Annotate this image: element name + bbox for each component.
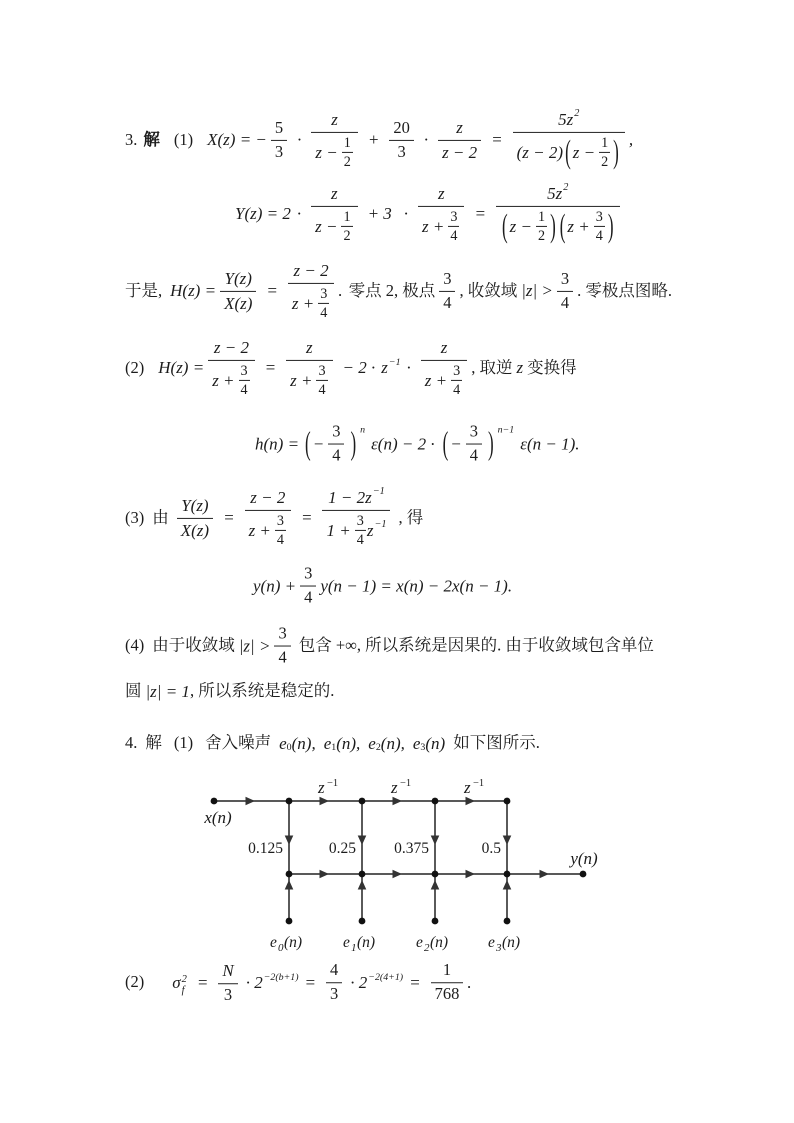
numerator: 1 <box>342 134 353 152</box>
dot-2: · 2 <box>245 973 263 993</box>
signal-flow-graph <box>150 775 630 960</box>
hz-lhs: H(z) = <box>170 281 217 301</box>
superscript: −1 <box>374 518 387 530</box>
superscript: −1 <box>388 356 401 368</box>
fraction <box>438 117 481 163</box>
abs-z-eq-1: |z| = 1 <box>145 682 190 702</box>
diffeq-lhs: y(n) + <box>253 576 297 596</box>
fraction <box>599 134 610 170</box>
fraction <box>208 337 254 399</box>
e-paren-n: (n) <box>284 934 303 951</box>
denominator: 2 <box>537 227 546 244</box>
dot-operator: · <box>423 130 429 150</box>
denominator <box>245 510 291 549</box>
gain-label-0: 0.125 <box>248 840 283 857</box>
denominator <box>311 132 357 171</box>
denominator: 4 <box>304 587 313 607</box>
item-2-label: (2) <box>125 357 145 377</box>
denominator <box>322 510 390 549</box>
numerator: 3 <box>316 362 327 380</box>
minus-sign: − <box>312 434 325 454</box>
hn-lhs: h(n) = <box>255 434 300 454</box>
subscript-1: 1 <box>331 741 337 753</box>
inverse-text-a: , 取逆 <box>471 357 513 377</box>
subscript-2: 2 <box>375 741 381 753</box>
numerator: z − 2 <box>245 487 291 511</box>
fraction <box>288 260 334 322</box>
denominator <box>311 206 357 245</box>
denominator: 768 <box>434 984 460 1004</box>
denominator <box>513 132 625 171</box>
hz-lhs: H(z) = <box>158 358 205 378</box>
denominator: 3 <box>397 141 406 161</box>
numerator: z <box>421 337 467 361</box>
denominator: 4 <box>240 381 248 398</box>
equals-sign: = <box>304 973 317 993</box>
den-text: z + <box>212 370 235 390</box>
problem3-yz-line <box>235 183 624 245</box>
numerator: z − 2 <box>288 260 334 284</box>
den-text: z + <box>291 293 315 313</box>
subscript-0: 0 <box>286 741 292 753</box>
numerator: z <box>311 183 357 207</box>
close-paren: ) <box>550 207 556 244</box>
fraction <box>177 495 213 541</box>
dot-operator: · <box>403 204 409 224</box>
denominator: 2 <box>601 153 609 170</box>
numerator: 3 <box>439 269 455 292</box>
superscript: −1 <box>372 486 385 498</box>
equals-sign: = <box>474 204 486 224</box>
fraction <box>341 208 352 244</box>
solve-label: 解 <box>145 733 162 753</box>
problem3-part3-line <box>125 487 423 549</box>
delay-label: z <box>391 778 398 797</box>
denominator: 2 <box>343 227 351 244</box>
denominator: 4 <box>595 227 603 244</box>
period: . <box>338 281 343 301</box>
fraction <box>557 269 573 314</box>
numerator: 5 <box>271 118 287 141</box>
denominator <box>496 206 620 245</box>
fraction <box>311 109 357 171</box>
input-label: x(n) <box>204 808 232 827</box>
denominator: 4 <box>278 647 287 667</box>
e-sub: 2 <box>424 942 430 954</box>
numerator: Y(z) <box>220 268 256 292</box>
fraction <box>322 487 390 549</box>
fraction <box>311 183 357 245</box>
e-sub: 1 <box>351 942 357 954</box>
denominator: 3 <box>274 141 284 161</box>
you-text: 由 <box>152 507 169 527</box>
den-text: z − <box>315 142 338 162</box>
close-paren: ) <box>487 425 494 462</box>
denominator: X(z) <box>224 293 253 313</box>
fraction <box>418 183 464 245</box>
fraction <box>513 109 625 171</box>
numerator: N <box>218 960 237 984</box>
fraction <box>536 208 547 244</box>
plus-3: + 3 <box>367 204 392 224</box>
fraction <box>326 961 342 1006</box>
delay-exponent: −1 <box>400 778 412 789</box>
numerator: 3 <box>451 362 462 380</box>
den-text: z + <box>567 216 590 236</box>
numerator: z <box>311 109 357 133</box>
problem3-part4-line <box>125 624 654 669</box>
numerator: 1 <box>599 134 610 152</box>
output-label: y(n) <box>570 849 598 868</box>
problem3-diffeq-line <box>253 564 512 609</box>
denominator: 4 <box>443 292 452 312</box>
numerator: 3 <box>318 285 329 303</box>
xz-lhs: X(z) = − <box>207 130 267 150</box>
noise-label-3 <box>488 934 520 954</box>
fraction <box>220 268 256 314</box>
zero-pole-text-c: . 零极点图略. <box>577 280 672 300</box>
den-text: z + <box>290 370 313 390</box>
numerator: z − 2 <box>208 337 254 361</box>
denominator <box>208 360 254 399</box>
e-var: e <box>343 934 350 951</box>
numerator: 20 <box>389 118 414 141</box>
numerator: 1 <box>341 208 352 226</box>
sigma-sup: 2 <box>181 973 187 985</box>
factor-1: (z − 2) <box>516 142 564 162</box>
paren-n: (n), <box>291 734 316 754</box>
denominator: 4 <box>332 445 341 465</box>
power-4: −2(4+1) <box>368 971 404 983</box>
gain-label-1: 0.25 <box>328 840 356 857</box>
e-paren-n: (n) <box>502 934 521 951</box>
sigma-sub: f <box>181 984 185 996</box>
den-text: z + <box>248 520 271 540</box>
delay-exponent: −1 <box>473 778 485 789</box>
graph-edges <box>214 801 583 921</box>
paren-n: (n) <box>425 734 446 754</box>
den-text: z − <box>572 142 596 162</box>
roc-text-a: 由于收敛域 <box>152 635 235 655</box>
denominator <box>288 283 334 322</box>
minus-sign: − <box>450 434 462 454</box>
fraction <box>496 183 620 245</box>
e-paren-n: (n) <box>430 934 449 951</box>
sigma-supsub <box>182 974 187 996</box>
zero-pole-text-b: , 收敛域 <box>459 280 518 300</box>
fraction <box>300 564 316 609</box>
numerator: 3 <box>274 624 290 647</box>
close-paren: ) <box>613 133 619 170</box>
e-var: e <box>412 734 421 754</box>
abs-z-gt: |z| > <box>238 636 271 656</box>
sigma-var: σ <box>172 973 181 993</box>
fraction <box>451 362 462 398</box>
problem3-stable-line <box>125 682 334 702</box>
equals-sign: = <box>301 508 313 528</box>
numerator <box>322 487 390 511</box>
fraction <box>239 362 250 398</box>
problem4-part1-line <box>125 734 540 754</box>
problem3-hn-line <box>255 422 580 467</box>
superscript-n-1: n−1 <box>497 424 515 436</box>
denominator: 4 <box>318 381 326 398</box>
fraction <box>389 118 414 163</box>
stable-text: , 所以系统是稳定的. <box>189 681 335 701</box>
e-paren-n: (n) <box>357 934 376 951</box>
numerator: 1 <box>536 208 547 226</box>
fraction <box>274 624 290 669</box>
denominator: 4 <box>469 445 478 465</box>
problem4-number: 4. <box>125 733 138 753</box>
denominator: 4 <box>356 531 364 548</box>
denominator: 3 <box>330 984 339 1004</box>
problem4-part2-line <box>125 960 472 1006</box>
equals-sign: = <box>196 973 209 993</box>
denominator: X(z) <box>180 520 210 540</box>
fraction <box>421 337 467 399</box>
fraction <box>328 422 344 467</box>
den-text: z + <box>422 216 445 236</box>
denominator <box>418 206 464 245</box>
denominator: 3 <box>223 984 233 1004</box>
numerator: 3 <box>448 208 459 226</box>
yz-lhs: Y(z) = 2 <box>235 204 291 224</box>
numerator: 3 <box>275 512 286 530</box>
solve-label: 解 <box>143 129 160 149</box>
den-text: z − <box>315 216 338 236</box>
equals-sign: = <box>491 130 503 150</box>
numerator: 3 <box>594 208 605 226</box>
superscript: 2 <box>563 182 569 194</box>
numerator: z <box>438 117 481 141</box>
de-text: , 得 <box>398 507 424 527</box>
problem3-part1-line <box>125 109 633 171</box>
den-text: z + <box>424 370 448 390</box>
item-1-label: (1) <box>173 129 194 149</box>
e-var: e <box>488 934 495 951</box>
gain-label-3: 0.5 <box>481 840 501 857</box>
delay-label: z <box>318 778 325 797</box>
denominator: 4 <box>320 304 328 321</box>
numerator: Y(z) <box>177 495 213 519</box>
fraction <box>448 208 459 244</box>
fraction <box>286 337 332 399</box>
noise-label-0 <box>270 934 302 954</box>
noise-outro-text: 如下图所示. <box>453 733 540 753</box>
delay-exponent: −1 <box>327 778 339 789</box>
circle-text: 圆 <box>125 681 142 701</box>
fraction <box>271 118 287 163</box>
z-var: z <box>366 520 374 540</box>
open-paren: ( <box>565 133 571 170</box>
close-paren: ) <box>607 207 614 244</box>
diffeq-rhs: y(n − 1) = x(n) − 2x(n − 1). <box>320 576 513 596</box>
numerator: 3 <box>239 362 250 380</box>
problem3-hz-line <box>125 260 672 322</box>
denominator: 2 <box>343 153 351 170</box>
comma: , <box>628 130 634 150</box>
dot-operator: · <box>297 130 302 150</box>
num-text: 5z <box>558 109 574 129</box>
subscript-3: 3 <box>420 741 426 753</box>
num-text: 1 − 2z <box>328 487 372 507</box>
epsilon-mid: ε(n) − 2 · <box>371 434 435 454</box>
numerator <box>513 109 625 133</box>
dot-2: · 2 <box>350 973 368 993</box>
item-1-label: (1) <box>173 733 194 753</box>
denominator <box>286 360 332 399</box>
open-paren: ( <box>559 207 566 244</box>
denominator: 4 <box>450 227 458 244</box>
z-var: z <box>516 358 524 378</box>
zero-pole-text-a: 零点 2, 极点 <box>348 280 436 300</box>
equals-sign: = <box>264 358 277 378</box>
numerator <box>496 183 620 207</box>
fraction <box>218 960 237 1006</box>
numerator: 1 <box>431 961 464 984</box>
z-var: z <box>381 358 388 378</box>
numerator: 3 <box>466 422 482 445</box>
denominator <box>421 360 467 399</box>
power-b: −2(b+1) <box>263 971 299 983</box>
e-sub: 0 <box>278 942 284 954</box>
den-text: 1 + <box>326 520 351 540</box>
yushi-text: 于是, <box>125 280 163 300</box>
open-paren: ( <box>305 425 311 462</box>
numerator: z <box>286 337 332 361</box>
fraction <box>439 269 455 314</box>
noise-intro-text: 舍入噪声 <box>205 733 272 753</box>
dot-operator: · <box>406 358 411 378</box>
fraction <box>355 512 366 548</box>
fraction <box>431 961 464 1006</box>
delay-label: z <box>464 778 471 797</box>
numerator: z <box>418 183 464 207</box>
numerator: 3 <box>328 422 344 445</box>
open-paren: ( <box>442 425 449 462</box>
equals-sign: = <box>266 281 278 301</box>
problem3-part2-line <box>125 337 577 399</box>
fraction <box>245 487 291 549</box>
e-var: e <box>416 934 423 951</box>
e-var: e <box>368 734 376 754</box>
graph-nodes <box>211 798 587 925</box>
e-var: e <box>323 734 332 754</box>
superscript: 2 <box>574 108 580 120</box>
plus-operator: + <box>367 130 380 150</box>
superscript-n: n <box>360 424 366 436</box>
item-2-label: (2) <box>125 972 145 992</box>
equals-sign: = <box>409 973 421 993</box>
e-var: e <box>279 734 287 754</box>
minus-2-dot: − 2 · <box>342 358 376 378</box>
denominator: z − 2 <box>442 142 478 162</box>
fraction <box>594 208 605 244</box>
fraction <box>342 134 353 170</box>
item-3-label: (3) <box>125 507 145 527</box>
paren-n: (n), <box>380 734 405 754</box>
period: . <box>467 973 472 993</box>
epsilon-end: ε(n − 1). <box>520 434 580 454</box>
fraction <box>316 362 327 398</box>
equals-sign: = <box>223 508 235 528</box>
denominator: 4 <box>560 292 570 312</box>
den-text: z − <box>509 216 532 236</box>
gain-label-2: 0.375 <box>394 840 429 857</box>
e-sub: 3 <box>496 942 502 954</box>
denominator: 4 <box>453 381 461 398</box>
numerator: 3 <box>355 512 366 530</box>
item-4-label: (4) <box>125 635 145 655</box>
abs-z-gt: |z| > <box>521 281 553 301</box>
noise-label-2 <box>416 934 448 954</box>
fraction <box>466 422 482 467</box>
numerator: 3 <box>557 269 573 292</box>
fraction <box>318 285 329 321</box>
inverse-text-b: 变换得 <box>527 357 577 377</box>
numerator: 4 <box>326 961 342 984</box>
num-text: 5z <box>547 183 563 203</box>
problem3-number: 3. <box>125 129 138 149</box>
fraction <box>275 512 286 548</box>
denominator: 4 <box>276 531 284 548</box>
noise-label-1 <box>343 934 375 954</box>
dot-operator: · <box>296 204 302 224</box>
e-var: e <box>270 934 277 951</box>
close-paren: ) <box>350 425 357 462</box>
open-paren: ( <box>501 207 508 244</box>
numerator: 3 <box>300 564 316 587</box>
roc-text-b: 包含 +∞, 所以系统是因果的. 由于收敛域包含单位 <box>298 635 654 655</box>
paren-n: (n), <box>336 734 361 754</box>
